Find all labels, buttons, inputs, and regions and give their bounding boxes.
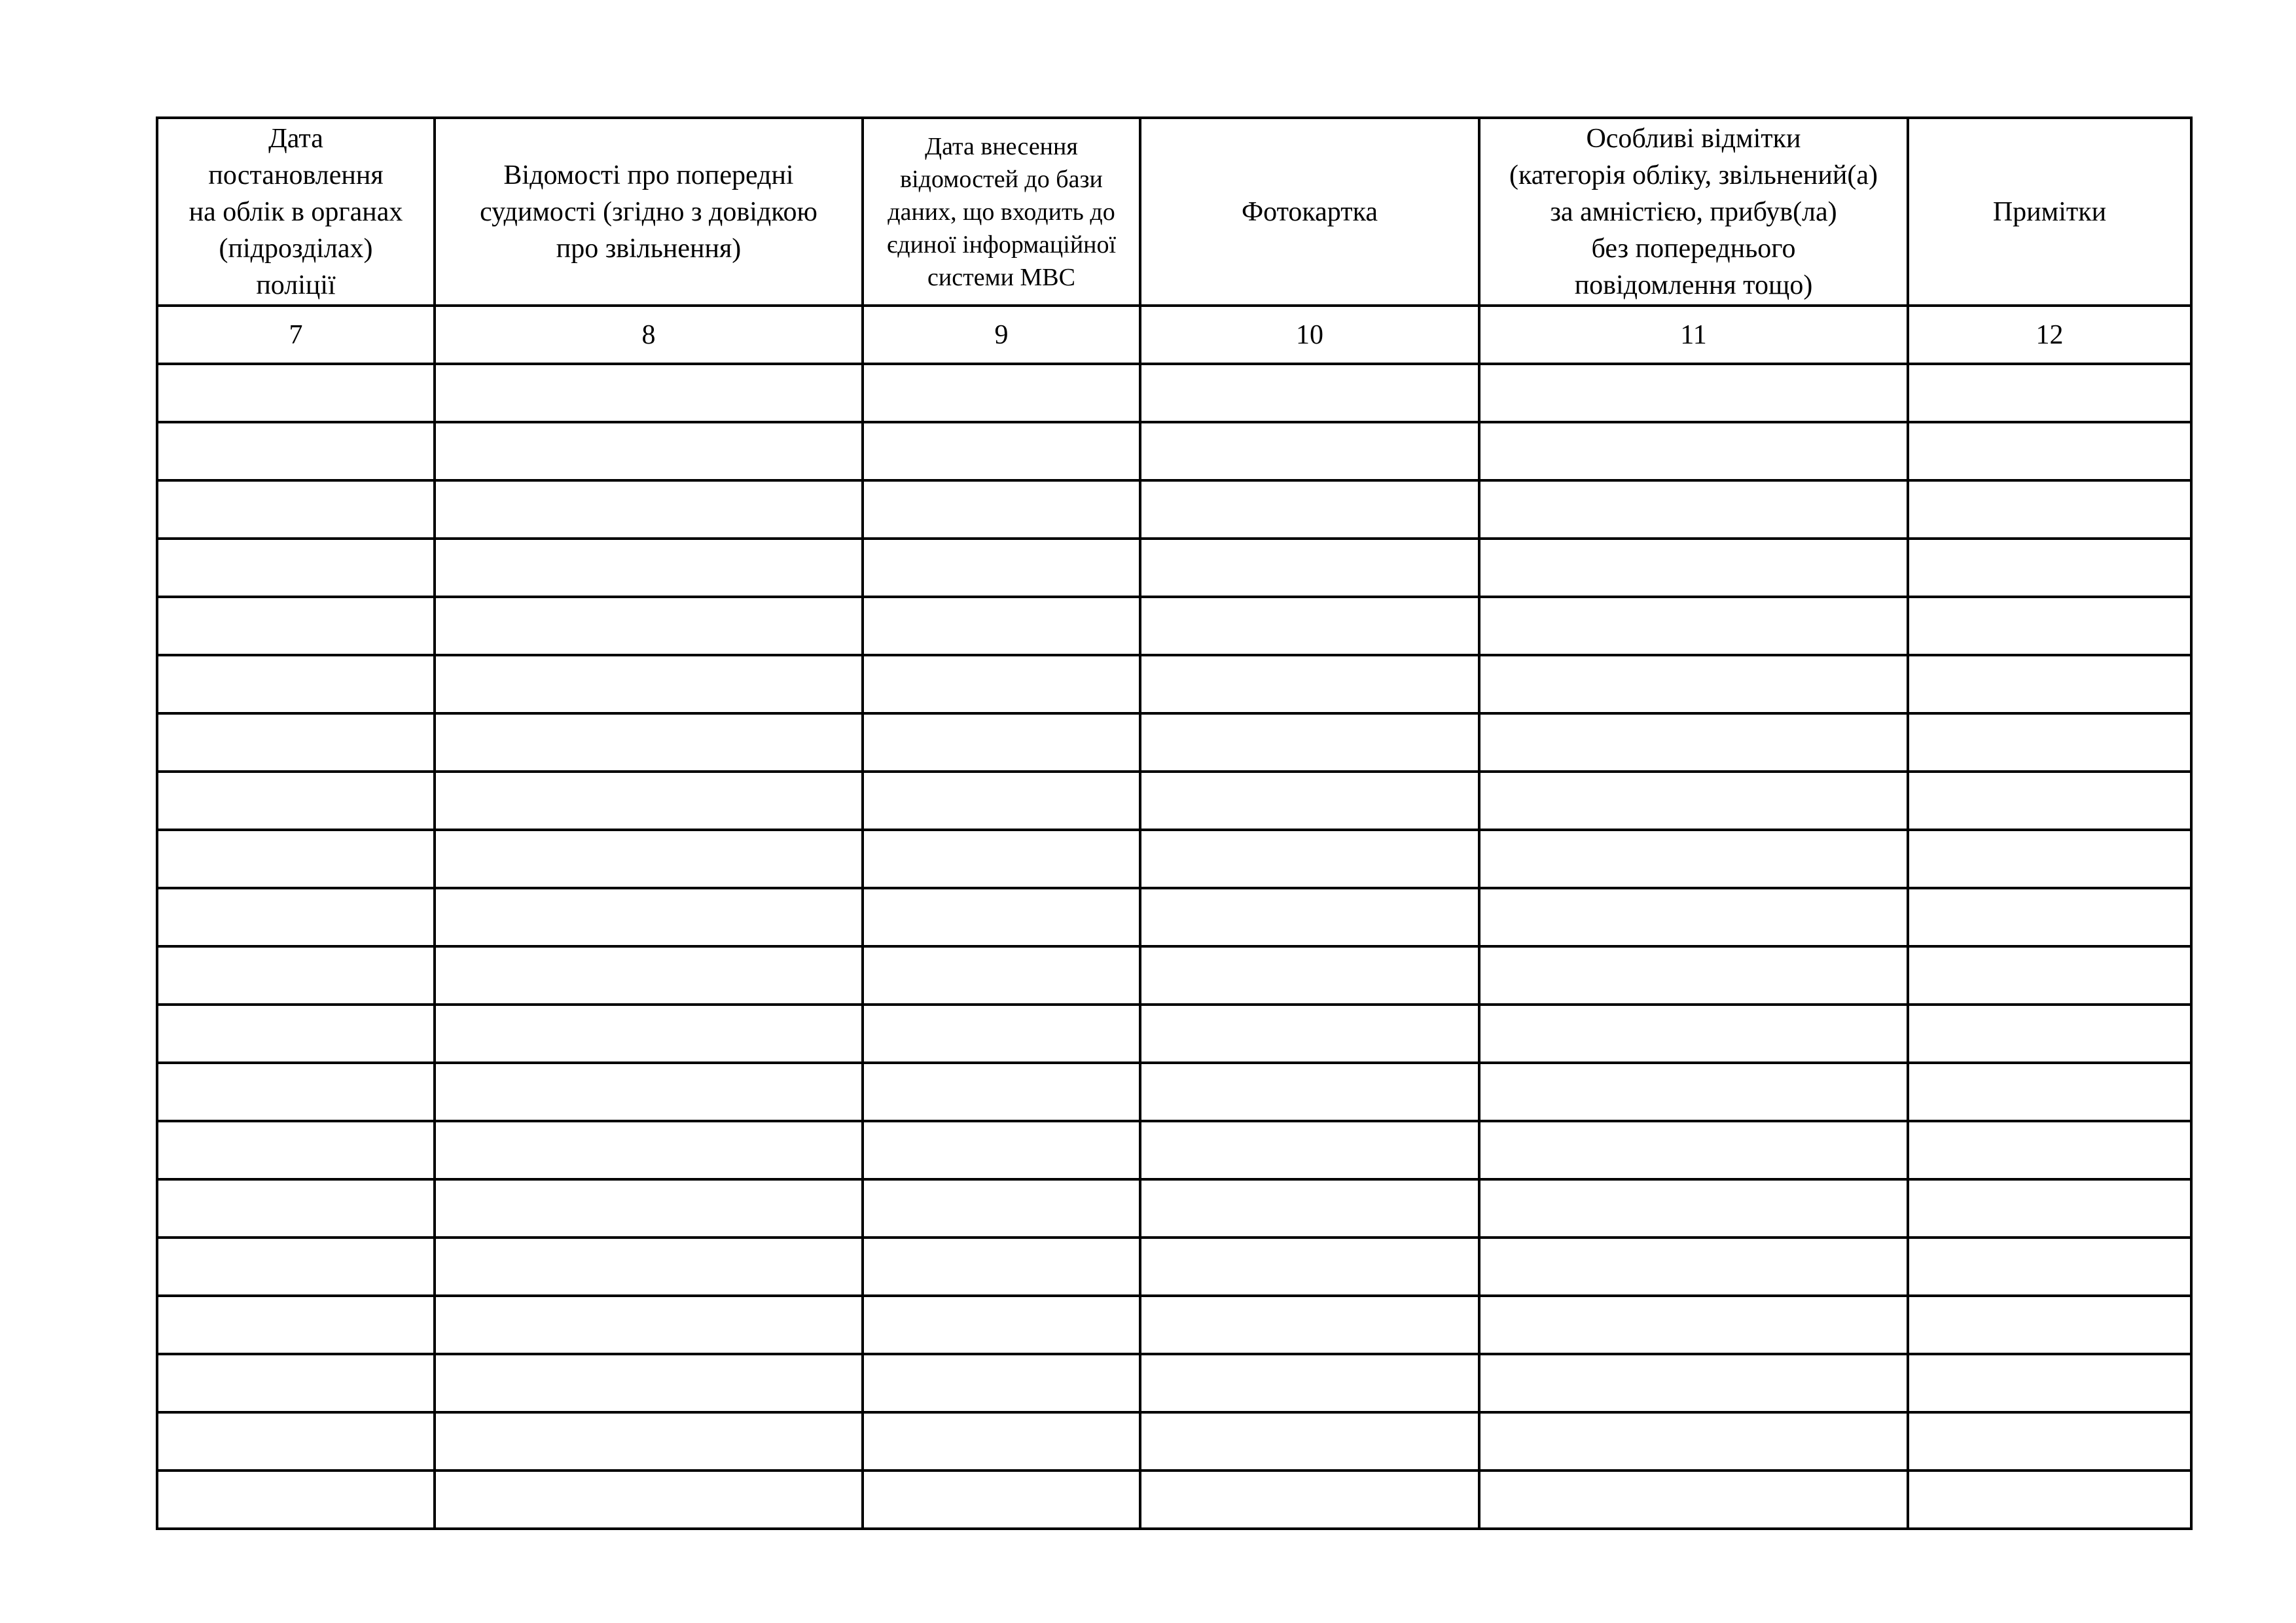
empty-cell bbox=[435, 422, 863, 480]
table-row bbox=[157, 772, 2191, 830]
empty-cell bbox=[1140, 597, 1479, 655]
empty-cell bbox=[435, 1005, 863, 1063]
header-cell-notes bbox=[1908, 118, 2191, 306]
empty-cell bbox=[435, 539, 863, 597]
empty-cell bbox=[1908, 1471, 2191, 1529]
empty-cell bbox=[157, 655, 435, 713]
empty-cell bbox=[1908, 946, 2191, 1005]
empty-cell bbox=[1479, 772, 1908, 830]
header-cell-registration-date bbox=[157, 118, 435, 306]
table-row bbox=[157, 1238, 2191, 1296]
table-row bbox=[157, 1005, 2191, 1063]
empty-cell bbox=[1140, 1005, 1479, 1063]
empty-cell bbox=[435, 597, 863, 655]
empty-cell bbox=[863, 1296, 1140, 1354]
table-row bbox=[157, 830, 2191, 888]
register-table bbox=[156, 116, 2193, 1530]
empty-cell bbox=[1908, 597, 2191, 655]
empty-cell bbox=[863, 1471, 1140, 1529]
table-row bbox=[157, 597, 2191, 655]
table-row bbox=[157, 655, 2191, 713]
empty-cell bbox=[1908, 1238, 2191, 1296]
empty-cell bbox=[157, 539, 435, 597]
empty-cell bbox=[1140, 888, 1479, 946]
empty-cell bbox=[1908, 1412, 2191, 1471]
empty-cell bbox=[1140, 713, 1479, 772]
header-cell-photo-card bbox=[1140, 118, 1479, 306]
empty-cell bbox=[157, 1063, 435, 1121]
table-row bbox=[157, 1121, 2191, 1179]
empty-cell bbox=[1140, 1238, 1479, 1296]
empty-cell bbox=[1908, 539, 2191, 597]
empty-cell bbox=[863, 830, 1140, 888]
empty-cell bbox=[1908, 655, 2191, 713]
header-label: Примітки bbox=[1992, 196, 2107, 227]
empty-cell bbox=[1479, 539, 1908, 597]
empty-cell bbox=[1479, 1063, 1908, 1121]
empty-cell bbox=[1140, 1412, 1479, 1471]
table-row bbox=[157, 1354, 2191, 1412]
empty-cell bbox=[1140, 830, 1479, 888]
empty-cell bbox=[435, 1121, 863, 1179]
empty-cell bbox=[863, 655, 1140, 713]
empty-cell bbox=[1479, 1412, 1908, 1471]
empty-cell bbox=[435, 1179, 863, 1238]
header-cell-database-entry-date bbox=[863, 118, 1140, 306]
header-label: Дата внесення відомостей до бази даних, що входить до єдиної інформаційної системи МВС bbox=[886, 132, 1117, 291]
empty-cell bbox=[1908, 1005, 2191, 1063]
empty-cell bbox=[1908, 364, 2191, 422]
table-row bbox=[157, 422, 2191, 480]
column-number: 9 bbox=[863, 306, 1140, 364]
empty-cell bbox=[1140, 1296, 1479, 1354]
empty-cell bbox=[1140, 1121, 1479, 1179]
empty-cell bbox=[157, 480, 435, 539]
empty-cell bbox=[157, 1238, 435, 1296]
empty-cell bbox=[435, 772, 863, 830]
empty-cell bbox=[435, 1296, 863, 1354]
header-row bbox=[157, 118, 2191, 306]
empty-cell bbox=[1479, 1005, 1908, 1063]
empty-cell bbox=[1140, 1354, 1479, 1412]
empty-cell bbox=[1140, 1179, 1479, 1238]
header-label: Фотокартка bbox=[1241, 196, 1378, 227]
empty-cell bbox=[1479, 1471, 1908, 1529]
empty-cell bbox=[157, 1471, 435, 1529]
empty-cell bbox=[435, 364, 863, 422]
empty-cell bbox=[1908, 713, 2191, 772]
empty-cell bbox=[157, 772, 435, 830]
empty-cell bbox=[157, 1005, 435, 1063]
empty-cell bbox=[1479, 1238, 1908, 1296]
empty-cell bbox=[157, 1121, 435, 1179]
empty-cell bbox=[435, 1354, 863, 1412]
table-row bbox=[157, 1063, 2191, 1121]
empty-cell bbox=[1140, 364, 1479, 422]
empty-cell bbox=[1908, 480, 2191, 539]
table-row bbox=[157, 1296, 2191, 1354]
empty-cell bbox=[157, 1354, 435, 1412]
table-row bbox=[157, 1471, 2191, 1529]
empty-cell bbox=[435, 946, 863, 1005]
empty-cell bbox=[1479, 1121, 1908, 1179]
table-row bbox=[157, 364, 2191, 422]
empty-cell bbox=[1140, 539, 1479, 597]
column-number: 7 bbox=[157, 306, 435, 364]
empty-cell bbox=[863, 1412, 1140, 1471]
empty-cell bbox=[157, 830, 435, 888]
empty-cell bbox=[1140, 772, 1479, 830]
empty-cell bbox=[435, 480, 863, 539]
empty-cell bbox=[1479, 1179, 1908, 1238]
empty-cell bbox=[157, 888, 435, 946]
empty-cell bbox=[863, 946, 1140, 1005]
table-row bbox=[157, 713, 2191, 772]
empty-cell bbox=[863, 480, 1140, 539]
empty-cell bbox=[157, 946, 435, 1005]
table-row bbox=[157, 1412, 2191, 1471]
empty-cell bbox=[1479, 364, 1908, 422]
empty-cell bbox=[1908, 1179, 2191, 1238]
empty-cell bbox=[1140, 655, 1479, 713]
empty-cell bbox=[157, 422, 435, 480]
header-cell-special-marks bbox=[1479, 118, 1908, 306]
empty-cell bbox=[1908, 1063, 2191, 1121]
empty-cell bbox=[863, 1121, 1140, 1179]
empty-cell bbox=[157, 713, 435, 772]
empty-cell bbox=[435, 655, 863, 713]
empty-cell bbox=[863, 713, 1140, 772]
empty-cell bbox=[157, 1179, 435, 1238]
table-row bbox=[157, 539, 2191, 597]
column-number-row bbox=[157, 306, 2191, 364]
empty-cell bbox=[1479, 1296, 1908, 1354]
header-label: Відомості про попередні судимості (згідно з довідкою про звільнення) bbox=[480, 160, 817, 264]
table-row bbox=[157, 946, 2191, 1005]
empty-cell bbox=[1908, 1296, 2191, 1354]
empty-cell bbox=[435, 1412, 863, 1471]
empty-cell bbox=[863, 539, 1140, 597]
empty-cell bbox=[863, 888, 1140, 946]
table-row bbox=[157, 1179, 2191, 1238]
empty-cell bbox=[863, 597, 1140, 655]
empty-cell bbox=[1908, 772, 2191, 830]
empty-cell bbox=[1140, 946, 1479, 1005]
header-cell-previous-convictions bbox=[435, 118, 863, 306]
empty-cell bbox=[863, 1179, 1140, 1238]
empty-cell bbox=[157, 1296, 435, 1354]
column-number: 10 bbox=[1140, 306, 1479, 364]
empty-cell bbox=[1479, 655, 1908, 713]
empty-cell bbox=[1140, 422, 1479, 480]
empty-cell bbox=[1140, 480, 1479, 539]
empty-cell bbox=[1479, 422, 1908, 480]
empty-cell bbox=[1479, 480, 1908, 539]
empty-cell bbox=[1908, 888, 2191, 946]
empty-cell bbox=[435, 830, 863, 888]
empty-cell bbox=[435, 713, 863, 772]
column-number: 8 bbox=[435, 306, 863, 364]
column-number: 12 bbox=[1908, 306, 2191, 364]
empty-cell bbox=[1908, 1354, 2191, 1412]
empty-cell bbox=[435, 1471, 863, 1529]
empty-cell bbox=[1908, 1121, 2191, 1179]
empty-cell bbox=[157, 1412, 435, 1471]
empty-cell bbox=[1908, 830, 2191, 888]
empty-cell bbox=[1479, 713, 1908, 772]
empty-cell bbox=[1479, 888, 1908, 946]
empty-cell bbox=[863, 422, 1140, 480]
empty-cell bbox=[435, 1063, 863, 1121]
empty-cell bbox=[1140, 1471, 1479, 1529]
empty-cell bbox=[863, 1063, 1140, 1121]
empty-cell bbox=[435, 1238, 863, 1296]
empty-cell bbox=[1908, 422, 2191, 480]
empty-cell bbox=[863, 1238, 1140, 1296]
empty-cell bbox=[1479, 1354, 1908, 1412]
table-row bbox=[157, 888, 2191, 946]
empty-cell bbox=[863, 364, 1140, 422]
empty-cell bbox=[1140, 1063, 1479, 1121]
empty-cell bbox=[435, 888, 863, 946]
table-row bbox=[157, 480, 2191, 539]
empty-cell bbox=[157, 364, 435, 422]
empty-cell bbox=[157, 597, 435, 655]
empty-cell bbox=[863, 1354, 1140, 1412]
empty-cell bbox=[1479, 946, 1908, 1005]
empty-cell bbox=[863, 772, 1140, 830]
empty-cell bbox=[1479, 597, 1908, 655]
header-label: Дата постановлення на облік в органах (підрозділах) поліції bbox=[188, 123, 403, 300]
column-number: 11 bbox=[1479, 306, 1908, 364]
empty-cell bbox=[863, 1005, 1140, 1063]
header-label: Особливі відмітки (категорія обліку, звільнений(а) за амністією, прибув(ла) без попереднього повідомлення тощо) bbox=[1509, 123, 1878, 300]
empty-cell bbox=[1479, 830, 1908, 888]
